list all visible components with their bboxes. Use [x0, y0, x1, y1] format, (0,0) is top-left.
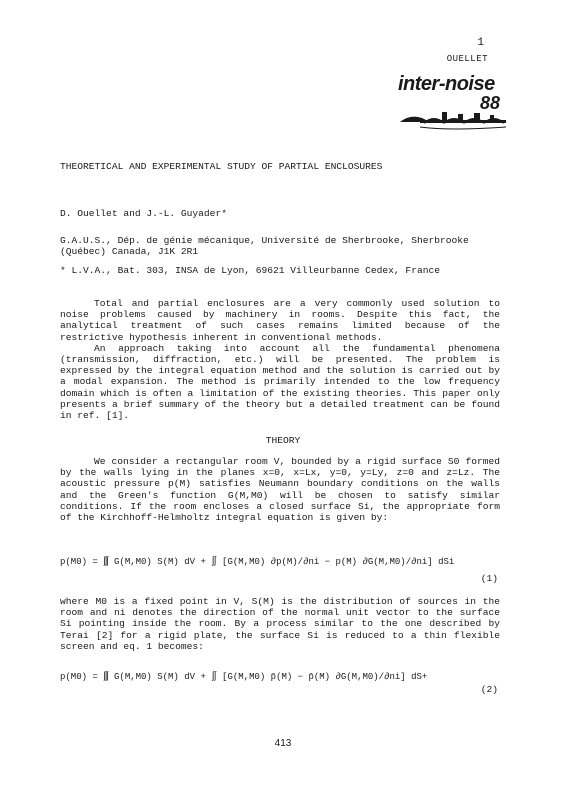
- affiliation-1: [60, 235, 500, 257]
- bridge-logo-icon: [400, 110, 508, 132]
- theory-text-1: We consider a rectangular room V, bounded by a rigid surface S0 formed by the walls lying in the planes x=0, x=Lx, y=0, y=Ly, z=0 and z=Lz. The acoustic pressure p(M) satisfies Neumann boundary conditions on the walls and the Green's function G(M,M0) will be chosen to satisfy similar conditions. If the room encloses a closed surface Si, the appropriate form of the Kirchhoff-Helmholtz integral equation is given by:: [60, 456, 500, 524]
- theory-paragraph-2: [60, 596, 500, 652]
- equation-1: [60, 547, 500, 585]
- equation-2: [60, 664, 500, 698]
- header-page-index: 1: [477, 37, 484, 49]
- affiliation-1-line-2: (Québec) Canada, J1K 2R1: [60, 246, 199, 258]
- affiliation-2: * L.V.A., Bat. 303, INSA de Lyon, 69621 Villeurbanne Cedex, France: [60, 265, 440, 276]
- affiliation-1-line-1: G.A.U.S., Dép. de génie mécanique, Université de Sherbrooke, Sherbrooke: [60, 235, 469, 246]
- equation-2-text: p(M0) = ∭ G(M,M0) S(M) dV + ∬ [G(M,M0) p̄(M) − p̄(M) ∂G(M,M0)/∂ni] dS+: [60, 672, 428, 682]
- abstract: [60, 298, 500, 421]
- abstract-paragraph-1: Total and partial enclosures are a very commonly used solution to noise problems caused by machinery in rooms. Despite this fact, the analytical treatment of such cases remains limited because of the restrictive hypothesis inherent in conventional methods.: [60, 298, 500, 343]
- section-heading: THEORY: [265, 435, 301, 446]
- equation-1-text: p(M0) = ∭ G(M,M0) S(M) dV + ∬ [G(M,M0) ∂p(M)/∂ni − p(M) ∂G(M,M0)/∂ni] dSi: [60, 557, 455, 567]
- logo-word: inter-noise: [398, 73, 495, 95]
- logo-year: 88: [480, 93, 501, 113]
- paper-title: THEORETICAL AND EXPERIMENTAL STUDY OF PARTIAL ENCLOSURES: [60, 161, 383, 172]
- theory-paragraph-1: [60, 456, 500, 523]
- equation-2-number: (2): [480, 684, 498, 695]
- equation-1-number: (1): [480, 573, 498, 584]
- page-number: 413: [274, 738, 292, 749]
- inter-noise-logo: [398, 73, 510, 113]
- header-author-tag: OUELLET: [446, 54, 488, 64]
- theory-text-2: where M0 is a fixed point in V, S(M) is the distribution of sources in the room and ni denotes the direction of the normal unit vector to the surface Si pointing inside the room. By a process similar to the one described by Terai [2] for a rigid plate, the surface Si is reduced to a thin flexible screen and eq. 1 becomes:: [60, 596, 500, 652]
- paper-authors: D. Ouellet and J.-L. Guyader*: [60, 208, 227, 219]
- abstract-paragraph-2: An approach taking into account all the fundamental phenomena (transmission, diffraction, etc.) will be presented. The problem is expressed by the integral equation method and the solution is carried out by a modal expansion. The method is primarily intended to the low frequency domain which is often a limitation of the existing theories. This paper only presents a brief summary of the theory but a detailed treatment can be found in ref. [1].: [60, 342, 500, 422]
